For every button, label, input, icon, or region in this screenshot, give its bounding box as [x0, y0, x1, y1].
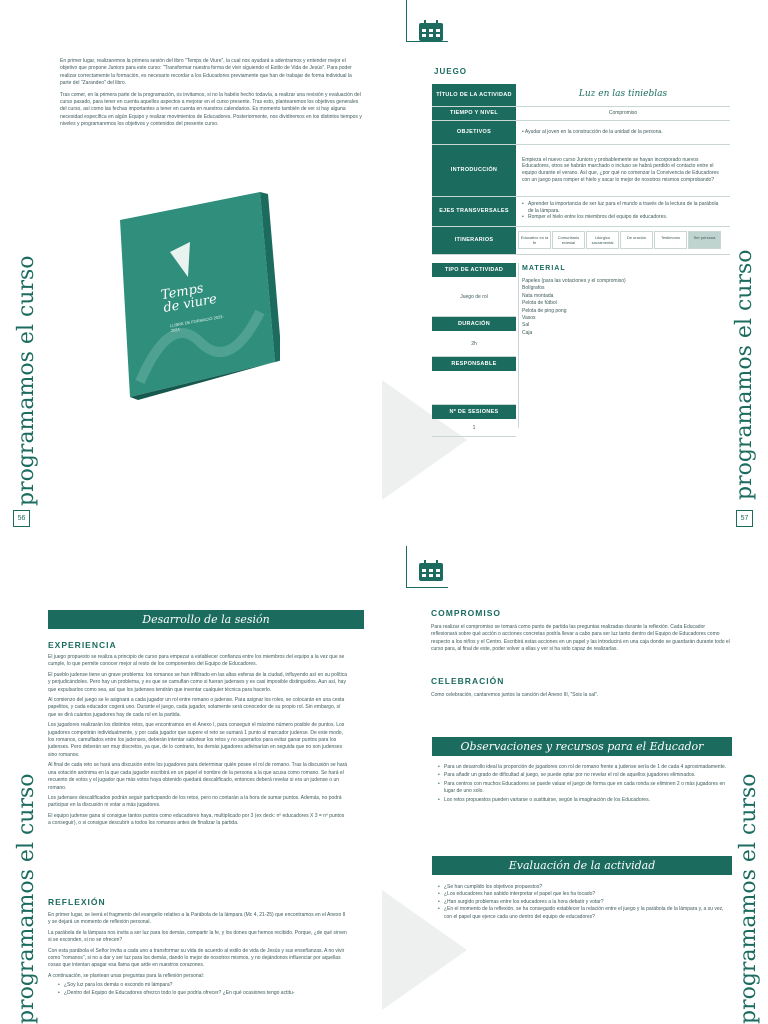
- evaluacion-item: • ¿Los educadores han sabido interpretar el papel que les ha tocado?: [438, 891, 728, 898]
- experiencia-paragraph: El pueblo judense tiene un grave problema: los romanos se han infiltrado en las altas esferas de la ciudad, influyendo así en su política y perjudicándoles. Pero hay un problema, y es que se camuflan como si fueran judenses y es casi imposible distinguirlos. Aun así, hay que expulsarlos como sea, así que los judenses tendrán que inventar cualquier técnica para hacerlo.: [48, 671, 348, 693]
- material-item: Pelota de ping pong: [522, 307, 567, 314]
- objetivos-label: OBJETIVOS: [432, 120, 516, 144]
- intro-paragraph: En primer lugar, realizaremos la primera sesión del libro "Temps de Viure", la cual nos ayudará a adentrarnos y entender mejor el objetivo que propone Juniors para este curso: "Transformar nuestra forma de vivir siguiendo el Estilo de Vida de Jesús". Para poder realizar correctamente la formación, es necesario recordar a los Educadores previamente que han de trabajar de forma individual la parte del "Zarandeo" del libro.: [60, 58, 352, 87]
- experiencia-paragraph: Al comienzo del juego se le asignará a cada jugador un rol entre romano o judense. Para asignar los roles, se colocarán en una cesta papelitos, y cada educador cogerá uno. Durante el juego, cada jugador, solamente será conocedor de su propio rol. Sin embargo, sí que se dirá cuántos jugadores hay de cada rol en la partida.: [48, 697, 345, 718]
- bottom-right-page: [384, 540, 768, 1024]
- titulo-label: TÍTULO DE LA ACTIVIDAD: [432, 84, 516, 106]
- section-label-juego: JUEGO: [434, 67, 468, 76]
- material-item: Pelota de fútbol: [522, 300, 557, 307]
- book-cover-image: [110, 192, 280, 402]
- intro-text: [60, 58, 362, 129]
- activity-lower-left: [432, 263, 516, 437]
- reflexion-paragraph: A continuación, se plantean unas preguntas para la reflexión personal:: [48, 972, 204, 979]
- tipo-label: TIPO DE ACTIVIDAD: [432, 263, 516, 277]
- ejes-item: • Romper el hielo entre los miembros del equipo de educadores.: [522, 214, 724, 221]
- bottom-left-page: [0, 540, 384, 1024]
- itinerario-option: Educativo en la fe: [518, 231, 551, 249]
- activity-table: [432, 84, 730, 255]
- evaluacion-list: [438, 884, 728, 921]
- material-item: Vasos: [522, 315, 536, 322]
- objetivos-value: Ayudar al joven en la construcción de la unidad de la persona.: [524, 128, 663, 135]
- responsable-value: [432, 371, 516, 405]
- tipo-value: Juego de rol: [432, 277, 516, 317]
- experiencia-title: EXPERIENCIA: [48, 640, 117, 650]
- tiempo-value: Compromiso: [516, 106, 730, 120]
- experiencia-text: [48, 654, 348, 828]
- observaciones-banner: Observaciones y recursos para el Educador: [432, 737, 732, 756]
- introduccion-value: Empieza el nuevo curso Juniors y probablemente se hayan incorporado nuevos Educadores, otros se habrán marchado o incluso se habrá perdido el contacto entre el equipo durante el verano. Así que, ¿por qué no comenzar la Convivencia de Educadores con un juego para romper el hielo y sacar lo mejor de nosotros mismos comprobando?: [516, 144, 730, 196]
- tiempo-label: TIEMPO Y NIVEL: [432, 106, 516, 120]
- celebracion-title: CELEBRACIÓN: [431, 676, 505, 686]
- evaluacion-banner: Evaluación de la actividad: [432, 856, 732, 875]
- experiencia-paragraph: Los judenses descalificados podrán seguir participando de los retos, pero no contarán a la hora de sumar puntos. Además, no podrá participar en la discusión ni votar a más jugadores.: [48, 794, 342, 809]
- observaciones-item: • Para añadir un grado de dificultad al juego, se puede optar por no revelar el rol de aquellos jugadores eliminados.: [438, 772, 728, 779]
- introduccion-label: INTRODUCCIÓN: [432, 144, 516, 196]
- side-title: programamos el curso: [14, 773, 39, 1024]
- compromiso-text: Para realizar el compromiso se tomará como punto de partida las preguntas realizadas durante la reflexión. Cada Educador reflexionará sobre qué acción o acciones concretas podría llevar a cabo para ser luz tanto dentro del Equipo de Educadores como respecto a los niños y el Centro. Escribirá estas acciones en un papel y las introducirá en una caja donde se guardarán durante todo el curso para, al final de este, poder volver a ellas y ver si ha sido capaz de realizarlas.: [431, 624, 730, 653]
- side-title: programamos el curso: [736, 773, 761, 1024]
- evaluacion-item: • ¿En el momento de la reflexión, se ha conseguido establecer la relación entre el juego y la parábola de la lámpara y, a su vez, con el papel que ejerce cada uno dentro del equipo de educadores?: [438, 906, 728, 921]
- reflexion-paragraph: La parábola de la lámpara nos invita a ser luz para los demás, compartir la fe, y los dones que hemos recibido. Porque, ¿de qué sirven si se esconden, si no se ofrecen?: [48, 929, 347, 944]
- page-number: 56: [13, 510, 30, 527]
- top-left-page: [0, 0, 384, 540]
- reflexion-title: REFLEXIÓN: [48, 897, 106, 907]
- objetivos-cell: • Ayudar al joven en la construcción de la unidad de la persona.: [516, 120, 730, 144]
- sesiones-value: 1: [432, 419, 516, 437]
- desarrollo-banner: Desarrollo de la sesión: [48, 610, 364, 629]
- observaciones-item: • Para centros con muchos Educadores se puede valuar el juego de forma que en cada ronda se eliminen 2 o más jugadores en lugar de uno solo.: [438, 781, 728, 796]
- material-column-divider: [518, 263, 519, 428]
- itinerarios-label: ITINERARIOS: [432, 226, 516, 254]
- top-right-page: [384, 0, 768, 540]
- celebracion-text: Como celebración, cantaremos juntos la canción del Anexo III, "Sois la sal".: [431, 692, 599, 698]
- ejes-cell: [516, 196, 730, 226]
- duracion-label: DURACIÓN: [432, 317, 516, 331]
- compromiso-title: COMPROMISO: [431, 608, 501, 618]
- observaciones-item: • Para un desarrollo ideal la proporción de jugadores con rol de romano frente a judense sería de 1 de cada 4 aproximadamente.: [438, 764, 728, 771]
- material-item: Bolígrafos: [522, 285, 545, 292]
- material-item: Caja: [522, 329, 533, 336]
- reflexion-text: [48, 912, 348, 997]
- itinerario-option: Testimonio: [654, 231, 687, 249]
- experiencia-paragraph: Los jugadores realizarán los distintos retos, que encontramos en el Anexo I, para conseguir el máximo número posible de puntos. Los jugadores competirán individualmente, y por cada jugador que supere el reto se sumará 1 punto al marcador judense. De este modo, los romanos, camuflados entre los judenses, deberán intentar sabotear los retos y no superarlos para evitar ganar puntos para los judenses. Pero deberán ser muy discretos, ya que, de lo contrario, los demás jugadores adivinarían en seguida que no son judenses sino romanos.: [48, 722, 345, 758]
- reflexion-questions: [48, 982, 348, 997]
- observaciones-item: • Los retos propuestos pueden variarse o sustituirse, según la imaginación de los Educadores.: [438, 797, 728, 804]
- observaciones-list: [438, 764, 728, 804]
- reflexion-question: • ¿Dentro del Equipo de Educadores ofrezco todo lo que podría ofrecer? ¿En qué ocasiones tengo actitu-: [58, 990, 348, 997]
- material-item: Papeles (para las votaciones y el compromiso): [522, 278, 626, 284]
- sesiones-label: Nº DE SESIONES: [432, 405, 516, 419]
- material-item: Sal: [522, 322, 530, 329]
- side-title: programamos el curso: [732, 249, 757, 500]
- duracion-value: 2h: [432, 331, 516, 357]
- experiencia-paragraph: El equipo judense gana si consigue tantos puntos como educadores haya, multiplicado por 3 (ex deck: nº educadores X 3 = nº puntos a conseguir), o si consigue descubrir a todos los romanos antes de finalizar la partida.: [48, 812, 345, 827]
- itinerario-option: De oración: [620, 231, 653, 249]
- evaluacion-item: • ¿Han surgido problemas entre los educadores a la hora debatir y votar?: [438, 899, 728, 906]
- itinerario-option-selected: Ser persona: [688, 231, 721, 249]
- calendar-icon: [418, 20, 444, 47]
- reflexion-paragraph: Con esta parábola el Señor invita a cada uno a transformar su vida de acuerdo al estilo de vida de Jesús y sus enseñanzas. A no vivir como "romanos", si no a dar y ser luz para los demás, dando lo mejor de nosotros mismos, y no dejándonos influenciar por aquellas cosas que intentan apagar esa llama que arde en nuestros corazones.: [48, 947, 345, 969]
- ejes-item: • Aprender la importancia de ser luz para el mundo a través de la lectura de la parábola de la lámpara.: [522, 201, 724, 214]
- ejes-label: EJES TRANSVERSALES: [432, 196, 516, 226]
- titulo-value: Luz en las tinieblas: [516, 84, 730, 106]
- evaluacion-item: • ¿Se han cumplido los objetivos propuestos?: [438, 884, 728, 891]
- experiencia-paragraph: Al final de cada reto se hará una discusión entre los jugadores para determinar quién posee el rol de romano. Tras la discusión se hará una votación anónima en la que cada jugador escribirá en un papel el nombre de la persona a la que acusa como romano. Se hará el recuento de votos y el jugador que más votos haya obtenido quedará descalificado, entonces deberá revelar si era un judense o un romano.: [48, 762, 348, 791]
- intro-paragraph: Tras comer, en la primera parte de la programación, os invitamos, si no la habéis hecho todavía, a realizar una revisión y evaluación del curso pasado, para tener en cuenta aquellos aspectos a mejorar en el curso presente. Tras esto, plantearemos los objetivos generales del curso, así como las fechas importantes a tener en cuenta en nuestros calendarios. Es momento también de ver si hay alguna necesidad específica en algún Equipo y realizar movimientos de Educadores. Posteriormente, nos dividiremos en los distintos tiempos y niveles y programaremos los objetivos y contenidos del presente curso.: [60, 91, 362, 128]
- calendar-icon: [418, 560, 444, 587]
- itinerarios-cell: [516, 226, 730, 254]
- material-item: Nata montada: [522, 292, 554, 299]
- experiencia-paragraph: El juego propuesto se realiza a principio de curso para empezar a establecer confianza entre los miembros del equipo a la vez que se cumple, lo que permite conocer mejor al resto de los componentes del Equipo de Educadores.: [48, 654, 345, 668]
- book-subtitle: LLIBRE DE FORMACIÓ 2023-2024: [169, 313, 225, 334]
- side-title: programamos el curso: [14, 255, 39, 506]
- responsable-label: RESPONSABLE: [432, 357, 516, 371]
- itinerario-option: Comunitario eclesial: [552, 231, 585, 249]
- book-title: Temps de viure: [160, 281, 219, 316]
- material-block: [522, 265, 730, 337]
- page-number: 57: [736, 510, 753, 527]
- reflexion-paragraph: En primer lugar, se leerá el fragmento del evangelio relativo a la Parábola de la lámpara (Mc 4, 21-25) que encontramos en el Anexo II y se dejará un momento de reflexión personal.: [48, 912, 346, 926]
- reflexion-question: • ¿Soy luz para los demás o escondo mi lámpara?: [58, 982, 348, 989]
- itinerario-option: Litúrgico sacramental: [586, 231, 619, 249]
- material-label: MATERIAL: [522, 265, 566, 272]
